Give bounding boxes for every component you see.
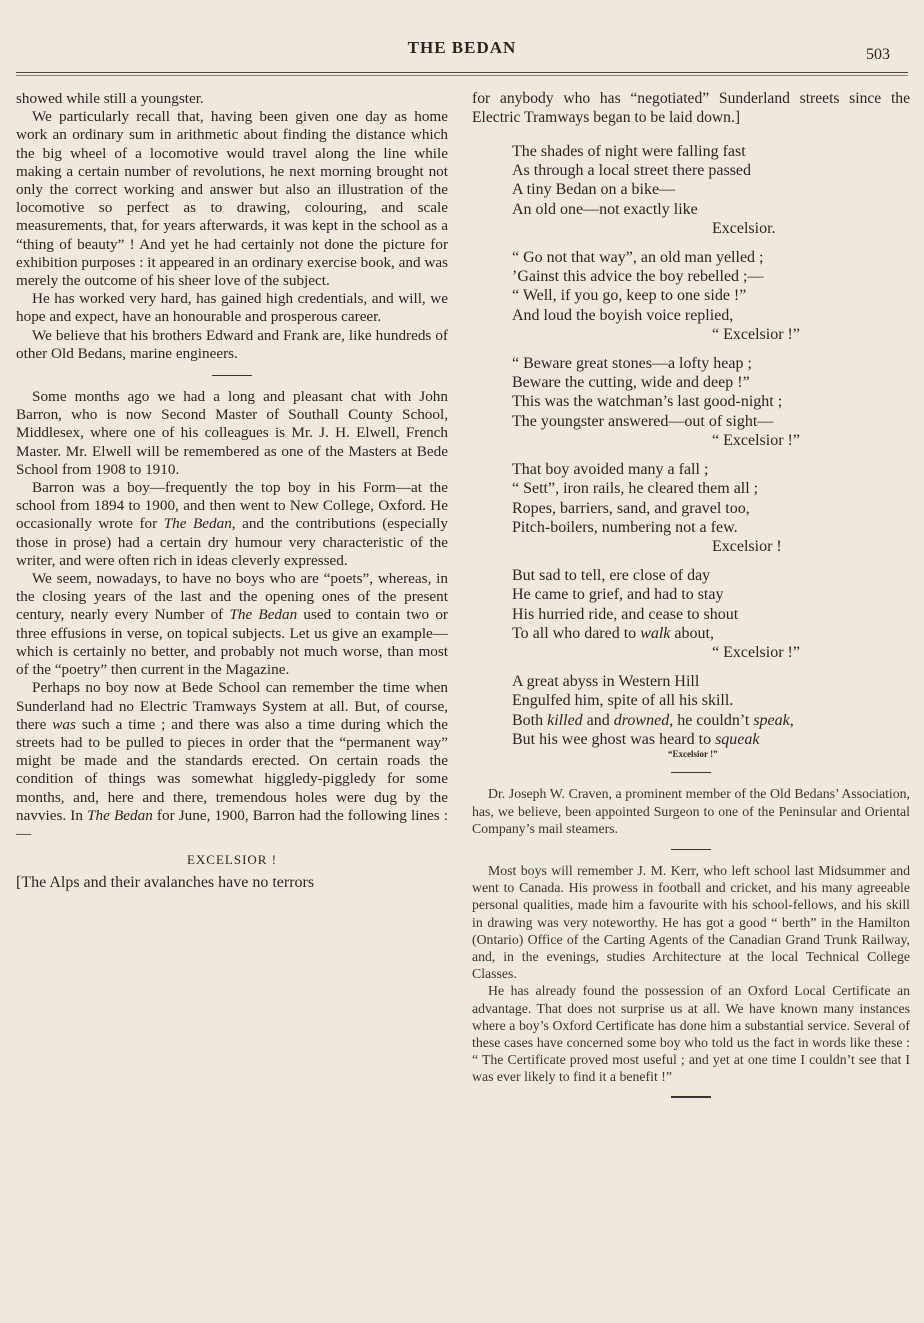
paragraph-barron-school: Barron was a boy—frequently the top boy in his Form—at the school from 1894 to 1900, and then went to New College, Oxford. He occasionally wrote for The Bedan, and the contributions (especially those in prose) had a certain dry humour very characteristic of the writer, and were often rich in ideas cleverly expressed. bbox=[16, 479, 448, 569]
paragraph-credentials: He has worked very hard, has gained high credentials, and will, we hope and expect, have an honourable and prosperous career. bbox=[16, 290, 448, 326]
section-divider bbox=[671, 1096, 711, 1098]
paragraph-barron-intro: Some months ago we had a long and pleasant chat with John Barron, who is now Second Master of Southall County School, Middlesex, where one of his colleagues is Mr. J. H. Elwell, French Master. Mr. Elwell will be remembered as one of the Masters at Bede School from 1908 to 1910. bbox=[16, 388, 448, 478]
section-divider bbox=[671, 849, 711, 850]
journal-title: THE BEDAN bbox=[407, 38, 517, 57]
paragraph-craven: Dr. Joseph W. Craven, a prominent member of the Old Bedans’ Association, has, we believe, been appointed Surgeon to one of the Peninsular and Oriental Company’s mail steamers. bbox=[472, 786, 910, 836]
poem-preface-end: for anybody who has “negotiated” Sunderland streets since the Electric Tramways began to be laid down.] bbox=[472, 90, 910, 126]
page-number: 503 bbox=[866, 46, 890, 63]
paragraph-kerr-certificate: He has already found the possession of an Oxford Local Certificate an advantage. That does not surprise us at all. We have known many instances where a boy’s Oxford Certificate has done him a substantial service. Several of these cases have concerned some boy who told us the fact in words like these : “ The Certificate proved most useful ; and yet at one time I couldn’t see that I was ever likely to find it a benefit !” bbox=[472, 983, 910, 1085]
poem-stanza: But sad to tell, ere close of day He came to grief, and had to stay His hurried ride, and cease to shout To all who dared to walk about, “ Excelsior !” bbox=[512, 566, 800, 662]
page-header bbox=[0, 38, 924, 68]
left-column bbox=[16, 90, 448, 893]
poem-stanza: A great abyss in Western Hill Engulfed him, spite of all his skill. Both killed and drowned, he couldn’t speak, But his wee ghost was heard to squeak “Excelsior !” bbox=[512, 672, 794, 760]
poem-stanza: The shades of night were falling fast As through a local street there passed A tiny Bedan on a bike— An old one—not exactly like Excelsior. bbox=[512, 142, 776, 238]
header-rule bbox=[16, 72, 908, 73]
paragraph-brothers: We believe that his brothers Edward and Frank are, like hundreds of other Old Bedans, marine engineers. bbox=[16, 326, 448, 362]
poem-preface-start: [The Alps and their avalanches have no terrors bbox=[16, 874, 315, 892]
section-divider bbox=[671, 772, 711, 773]
poem-stanza: That boy avoided many a fall ; “ Sett”, iron rails, he cleared them all ; Ropes, barriers, sand, and gravel too, Pitch-boilers, numbering not a few. Excelsior ! bbox=[512, 460, 782, 556]
paragraph-tramways: Perhaps no boy now at Bede School can remember the time when Sunderland had no Electric Tramways System at all. But, of course, there was such a time ; and there was also a time during which the streets had to be pulled to pieces in order that the “permanent way” might be made and the standards erected. On certain roads the condition of things was somewhat higgledy-piggledy for some months, and, here and there, tremendous holes were dug by the navvies. In The Bedan for June, 1900, Barron had the following lines :— bbox=[16, 679, 449, 842]
paragraph-poets: We seem, nowadays, to have no boys who are “poets”, whereas, in the closing years of the last and the opening ones of the present century, nearly every Number of The Bedan used to contain two or three effusions in verse, on topical subjects. Let us give an example—which is certainly no better, and probably not much worse, than most of the “poetry” then current in the Magazine. bbox=[16, 570, 448, 679]
section-divider bbox=[212, 375, 252, 376]
poem-stanza: “ Go not that way”, an old man yelled ; ’Gainst this advice the boy rebelled ;— “ Well, if you go, keep to one side !” And loud the boyish voice replied, “ Excelsior !” bbox=[512, 248, 800, 344]
poem-stanza: “ Beware great stones—a lofty heap ; Beware the cutting, wide and deep !” This was the watchman’s last good-night ; The youngster answered—out of sight— “ Excelsior !” bbox=[512, 354, 800, 450]
right-column bbox=[472, 90, 910, 1110]
poem-title: EXCELSIOR ! bbox=[186, 852, 278, 868]
header-rule-thin bbox=[16, 75, 908, 76]
paragraph-kerr: Most boys will remember J. M. Kerr, who left school last Midsummer and went to Canada. His prowess in football and cricket, and his many agreeable personal qualities, made him a favourite with his school-fellows, and his skill in drawing was very noteworthy. He has got a good “ berth” in the Hamilton (Ontario) Office of the Carting Agents of the Canadian Grand Trunk Railway, and, in the evenings, studies Architecture at the local Technical College Classes. bbox=[472, 862, 910, 982]
paragraph-continuation: showed while still a youngster. bbox=[16, 90, 204, 107]
paragraph-locomotive: We particularly recall that, having been given one day as home work an ordinary sum in arithmetic about finding the distance which the big wheel of a locomotive would travel along the line while making a certain number of revolutions, he next morning brought not only the correct working and answer but also an illustration of the locomotive so perfect as to drawing, colouring, and scale measurements, that, for years afterwards, it was kept in the school as a “thing of beauty” ! And yet he had certainly not done the picture for exhibition purposes : it appeared in an ordinary exercise book, and was merely the outcome of his sheer love of the subject. bbox=[16, 108, 448, 290]
